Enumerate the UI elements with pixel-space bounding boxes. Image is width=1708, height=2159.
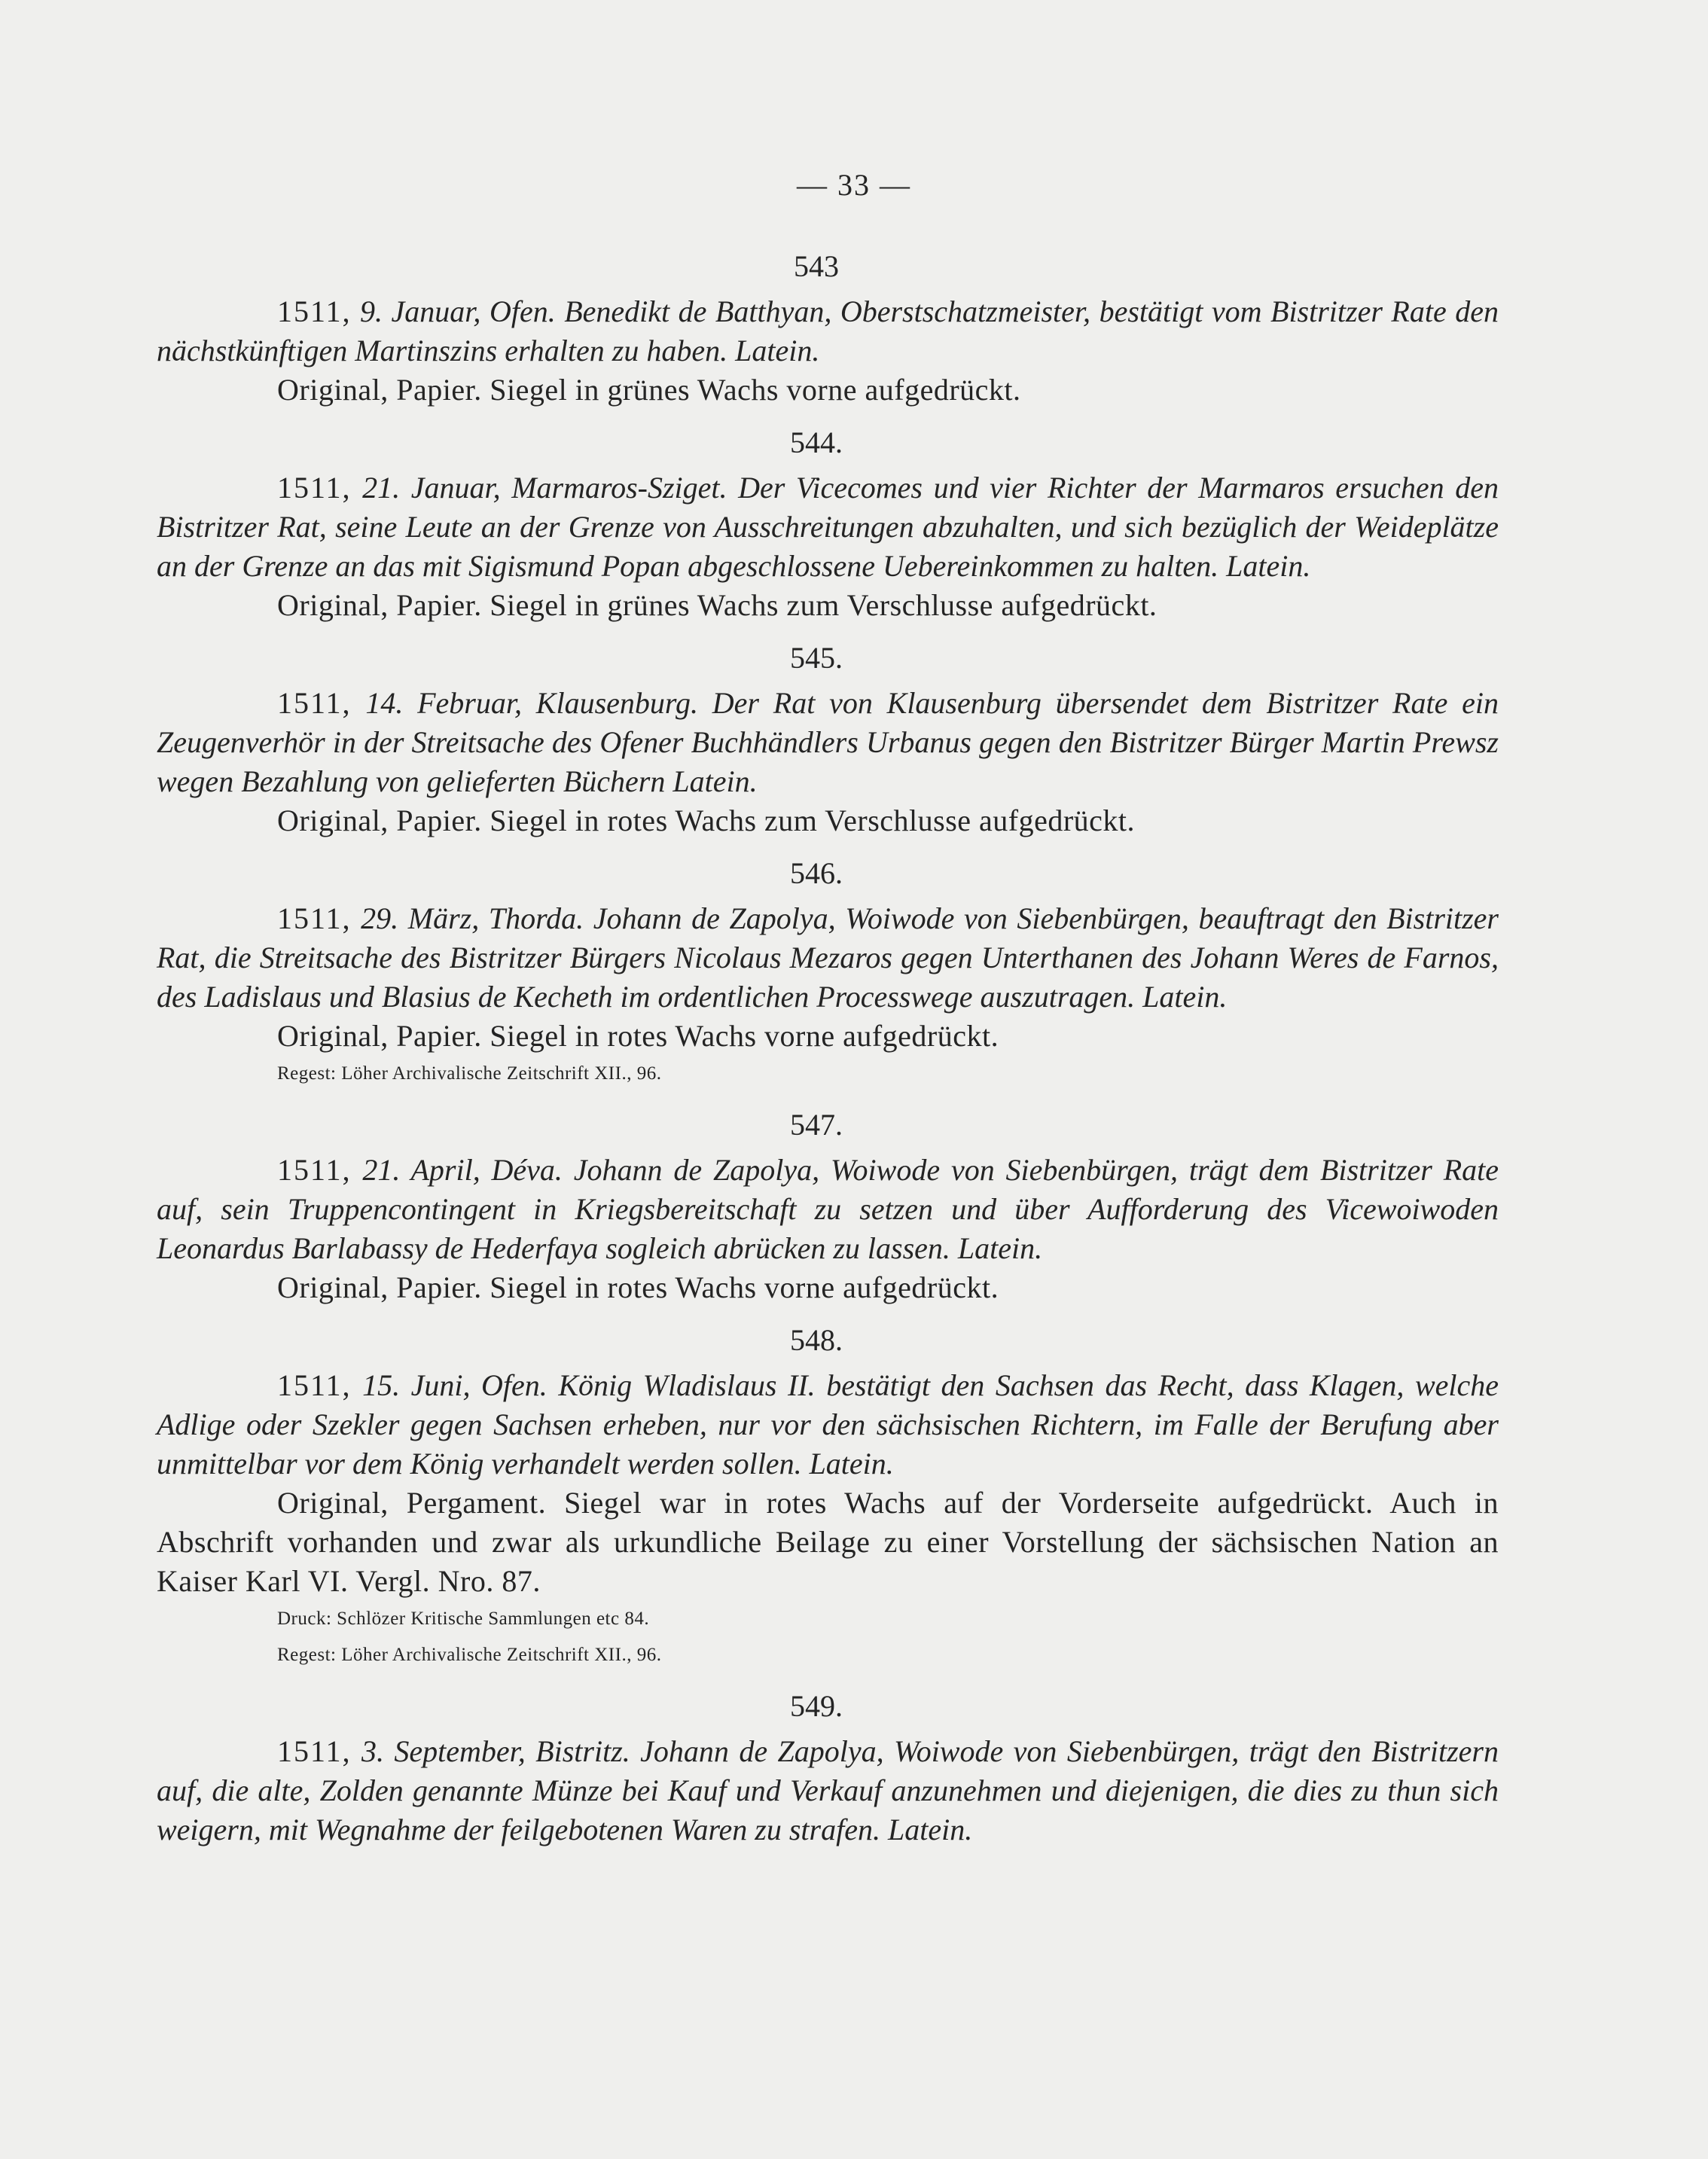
entry-text	[157, 1366, 1499, 1484]
entry-text	[157, 292, 1499, 371]
entry-543	[157, 247, 1499, 410]
entry-reference: Druck: Schlözer Kritische Sammlungen etc 84.	[277, 1609, 650, 1629]
entry-description: 14. Februar, Klausenburg. Der Rat von Klausenburg übersendet dem Bistritzer Rate ein Zeugenverhör in der Streitsache des Ofener Buchhändlers Urbanus gegen den Bistritzer Bürger Martin Prewsz wegen Bezahlung von gelieferten Büchern Latein.	[157, 686, 1499, 798]
entry-text	[157, 899, 1499, 1017]
entry-544	[157, 423, 1499, 625]
entry-year: 1511,	[277, 471, 352, 505]
entry-year: 1511,	[277, 1368, 352, 1402]
entry-note: Original, Papier. Siegel in grünes Wachs zum Verschlusse aufgedrückt.	[277, 588, 1157, 622]
entry-note: Original, Papier. Siegel in rotes Wachs vorne aufgedrückt.	[277, 1270, 999, 1304]
entry-description: 21. Januar, Marmaros-Sziget. Der Vicecomes und vier Richter der Marmaros ersuchen den Bistritzer Rat, seine Leute an der Grenze von Ausschreitungen abzuhalten, und sich bezüglich der Weideplätze an der Grenze an das mit Sigismund Popan abgeschlossene Uebereinkommen zu halten. Latein.	[157, 471, 1499, 583]
entry-number: 543	[794, 249, 839, 283]
entry-number: 544.	[790, 425, 843, 459]
entry-545	[157, 639, 1499, 840]
entry-year: 1511,	[277, 1153, 352, 1187]
entry-text	[157, 1151, 1499, 1268]
entry-number: 545.	[790, 641, 843, 675]
entry-description: 15. Juni, Ofen. König Wladislaus II. bestätigt den Sachsen das Recht, dass Klagen, welche Adlige oder Szekler gegen Sachsen erheben, nur vor den sächsischen Richtern, im Falle der Berufung aber unmittelbar vor dem König verhandelt werden sollen. Latein.	[157, 1368, 1499, 1481]
entry-number: 546.	[790, 856, 843, 890]
entry-description: 21. April, Déva. Johann de Zapolya, Woiwode von Siebenbürgen, trägt dem Bistritzer Rate auf, sein Truppencontingent in Kriegsbereitschaft zu setzen und über Aufforderung des Vicewoiwoden Leonardus Barlabassy de Hederfaya sogleich abrücken zu lassen. Latein.	[157, 1153, 1499, 1265]
entry-year: 1511,	[277, 686, 352, 720]
entry-note: Original, Pergament. Siegel war in rotes Wachs auf der Vorderseite aufgedrückt. Auch in Abschrift vorhanden und zwar als urkundliche Beilage zu einer Vorstellung der sächsischen Nation an Kaiser Karl VI. Vergl. Nro. 87.	[157, 1486, 1499, 1598]
entry-reference: Regest: Löher Archivalische Zeitschrift XII., 96.	[277, 1645, 662, 1665]
entry-description: 9. Januar, Ofen. Benedikt de Batthyan, Oberstschatzmeister, bestätigt vom Bistritzer Rate den nächstkünftigen Martinszins erhalten zu haben. Latein.	[157, 294, 1499, 367]
entry-year: 1511,	[277, 1734, 352, 1768]
entry-reference: Regest: Löher Archivalische Zeitschrift XII., 96.	[277, 1063, 662, 1084]
entry-note: Original, Papier. Siegel in grünes Wachs vorne aufgedrückt.	[277, 373, 1021, 407]
entry-546	[157, 854, 1499, 1092]
entry-text	[157, 468, 1499, 586]
entry-548	[157, 1321, 1499, 1673]
entry-number: 548.	[790, 1323, 843, 1357]
entry-description: 3. September, Bistritz. Johann de Zapolya, Woiwode von Siebenbürgen, trägt den Bistritzern auf, die alte, Zolden genannte Münze bei Kauf und Verkauf anzunehmen und diejenigen, die dies zu thun sich weigern, mit Wegnahme der feilgebotenen Waren zu strafen. Latein.	[157, 1734, 1499, 1846]
entry-note: Original, Papier. Siegel in rotes Wachs zum Verschlusse aufgedrückt.	[277, 804, 1136, 837]
entry-text	[157, 1732, 1499, 1849]
entry-year: 1511,	[277, 901, 352, 935]
entry-549	[157, 1687, 1499, 1849]
entry-description: 29. März, Thorda. Johann de Zapolya, Woiwode von Siebenbürgen, beauftragt den Bistritzer Rat, die Streitsache des Bistritzer Bürgers Nicolaus Mezaros gegen Unterthanen des Johann Weres de Farnos, des Ladislaus und Blasius de Kecheth im ordentlichen Processwege auszutragen. Latein.	[157, 901, 1499, 1014]
entry-number: 547.	[790, 1108, 843, 1142]
page-number: — 33 —	[797, 168, 911, 202]
entry-text	[157, 684, 1499, 801]
entry-number: 549.	[790, 1689, 843, 1723]
entries-list	[157, 233, 1499, 1849]
entry-547	[157, 1105, 1499, 1307]
entry-year: 1511,	[277, 294, 352, 328]
entry-note: Original, Papier. Siegel in rotes Wachs vorne aufgedrückt.	[277, 1019, 999, 1053]
